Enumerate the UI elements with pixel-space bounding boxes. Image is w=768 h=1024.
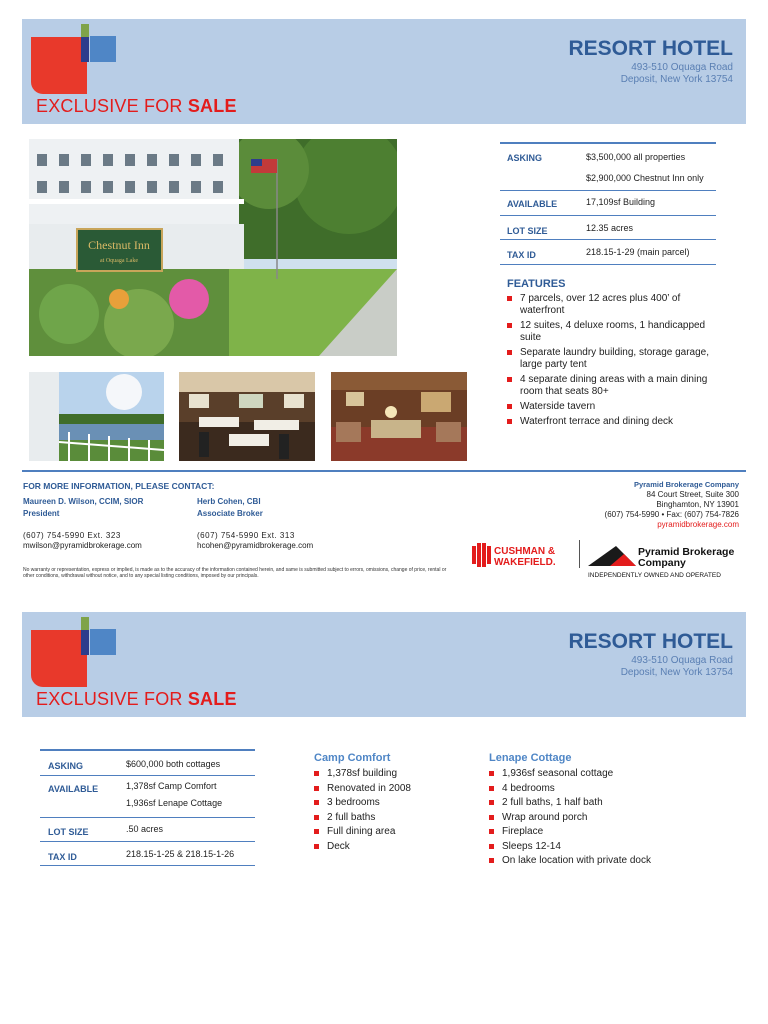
legal-disclaimer: No warranty or representation, express or implied, is made as to the accuracy of the information contained herein, and same is submitted subject to errors, omissions, change of price, rental or other conditions, withdrawal without notice, and to any special listing conditions, imposed by our principals. — [23, 567, 447, 579]
list-item: Waterside tavern — [507, 401, 712, 413]
svg-text:WAKEFIELD.: WAKEFIELD. — [494, 557, 556, 568]
company-name: Pyramid Brokerage Company — [633, 480, 739, 489]
list-item: 4 bedrooms — [489, 783, 709, 795]
agent1-title: President — [23, 509, 60, 518]
lot-size-label: LOT SIZE — [40, 817, 126, 841]
agent1-phone: (607) 754-5990 Ext. 323 — [23, 531, 121, 540]
contact-heading: FOR MORE INFORMATION, PLEASE CONTACT: — [23, 481, 215, 491]
agent1-name: Maureen D. Wilson, CCIM, SIOR — [23, 497, 144, 506]
banner-top — [22, 19, 746, 124]
list-item: Waterfront terrace and dining deck — [507, 416, 712, 428]
exclusive-for-sale: EXCLUSIVE FOR SALE — [36, 689, 237, 709]
address-line-1: 493-510 Oquaga Road — [631, 62, 733, 73]
tax-id-label: TAX ID — [40, 841, 126, 865]
available-value-2: 1,936sf Lenape Cottage — [126, 797, 255, 817]
camp-comfort-list — [314, 768, 474, 855]
cottage-details-table — [40, 749, 255, 866]
asking-label: ASKING — [507, 153, 543, 163]
list-item: 3 bedrooms — [314, 797, 474, 809]
agent2-email[interactable]: hcohen@pyramidbrokerage.com — [197, 541, 314, 550]
available-label: AVAILABLE — [500, 190, 586, 215]
list-item: Wrap around porch — [489, 812, 709, 824]
list-item: 12 suites, 4 deluxe rooms, 1 handicapped suite — [507, 320, 712, 344]
logo-divider — [579, 540, 580, 568]
lenape-cottage-heading: Lenape Cottage — [489, 752, 572, 764]
list-item: 1,378sf building — [314, 768, 474, 780]
banner-bottom — [22, 612, 746, 717]
list-item: On lake location with private dock — [489, 855, 709, 867]
page-title: RESORT HOTEL — [568, 630, 733, 653]
asking-value-1: $3,500,000 all properties — [586, 152, 686, 162]
svg-text:INDEPENDENTLY OWNED AND OPERAT: INDEPENDENTLY OWNED AND OPERATED — [588, 572, 721, 579]
sign-subtext: at Oquaga Lake — [100, 258, 138, 264]
company-street: 84 Court Street, Suite 300 — [646, 490, 739, 499]
features-heading: FEATURES — [507, 278, 566, 290]
agent2-name: Herb Cohen, CBI — [197, 497, 261, 506]
lenape-cottage-list — [489, 768, 709, 870]
list-item: Deck — [314, 841, 474, 853]
list-item: Full dining area — [314, 826, 474, 838]
tax-id-label: TAX ID — [500, 239, 586, 264]
svg-text:Company: Company — [638, 557, 686, 569]
cushman-wakefield-logo — [470, 540, 575, 570]
available-label: AVAILABLE — [48, 783, 99, 794]
lot-size-value: .50 acres — [126, 817, 255, 841]
list-item: 2 full baths, 1 half bath — [489, 797, 709, 809]
lot-size-value: 12.35 acres — [586, 215, 716, 239]
list-item: 2 full baths — [314, 812, 474, 824]
list-item: 1,936sf seasonal cottage — [489, 768, 709, 780]
property-details-table — [500, 142, 716, 265]
address-line-2: Deposit, New York 13754 — [620, 667, 733, 678]
address-line-1: 493-510 Oquaga Road — [631, 655, 733, 666]
address-line-2: Deposit, New York 13754 — [620, 74, 733, 85]
svg-text:Pyramid Brokerage: Pyramid Brokerage — [638, 546, 735, 558]
company-website-link[interactable]: pyramidbrokerage.com — [657, 520, 739, 529]
features-list — [507, 293, 712, 431]
company-phone: (607) 754-5990 • Fax: (607) 754-7826 — [604, 510, 739, 519]
asking-value: $600,000 both cottages — [126, 751, 255, 775]
asking-value-2: $2,900,000 Chestnut Inn only — [586, 168, 716, 190]
company-logo-mark — [31, 617, 117, 687]
divider — [22, 470, 746, 472]
available-value-1: 1,378sf Camp Comfort — [126, 780, 217, 791]
camp-comfort-heading: Camp Comfort — [314, 752, 391, 764]
list-item: 7 parcels, over 12 acres plus 400’ of waterfront — [507, 293, 712, 317]
company-city: Binghamton, NY 13901 — [656, 500, 739, 509]
svg-text:CUSHMAN &: CUSHMAN & — [494, 546, 556, 557]
list-item: 4 separate dining areas with a main dining room that seats 80+ — [507, 374, 712, 398]
pyramid-brokerage-logo — [588, 542, 743, 582]
list-item: Renovated in 2008 — [314, 783, 474, 795]
dining-room-photo — [179, 372, 315, 461]
available-value: 17,109sf Building — [586, 190, 716, 215]
company-logo-mark — [31, 24, 117, 94]
lot-size-label: LOT SIZE — [500, 215, 586, 239]
tax-id-value: 218.15-1-25 & 218.15-1-26 — [126, 841, 255, 865]
agent2-title: Associate Broker — [197, 509, 263, 518]
list-item: Separate laundry building, storage garage, large party tent — [507, 347, 712, 371]
asking-label: ASKING — [40, 751, 126, 775]
exclusive-for-sale: EXCLUSIVE FOR SALE — [36, 96, 237, 116]
tax-id-value: 218.15-1-29 (main parcel) — [586, 239, 716, 264]
agent2-phone: (607) 754-5990 Ext. 313 — [197, 531, 295, 540]
agent1-email[interactable]: mwilson@pyramidbrokerage.com — [23, 541, 142, 550]
lounge-photo — [331, 372, 467, 461]
lake-view-photo — [29, 372, 164, 461]
hotel-main-photo — [29, 139, 397, 356]
page-title: RESORT HOTEL — [568, 37, 733, 60]
list-item: Sleeps 12-14 — [489, 841, 709, 853]
sign-text: Chestnut Inn — [88, 238, 150, 252]
list-item: Fireplace — [489, 826, 709, 838]
